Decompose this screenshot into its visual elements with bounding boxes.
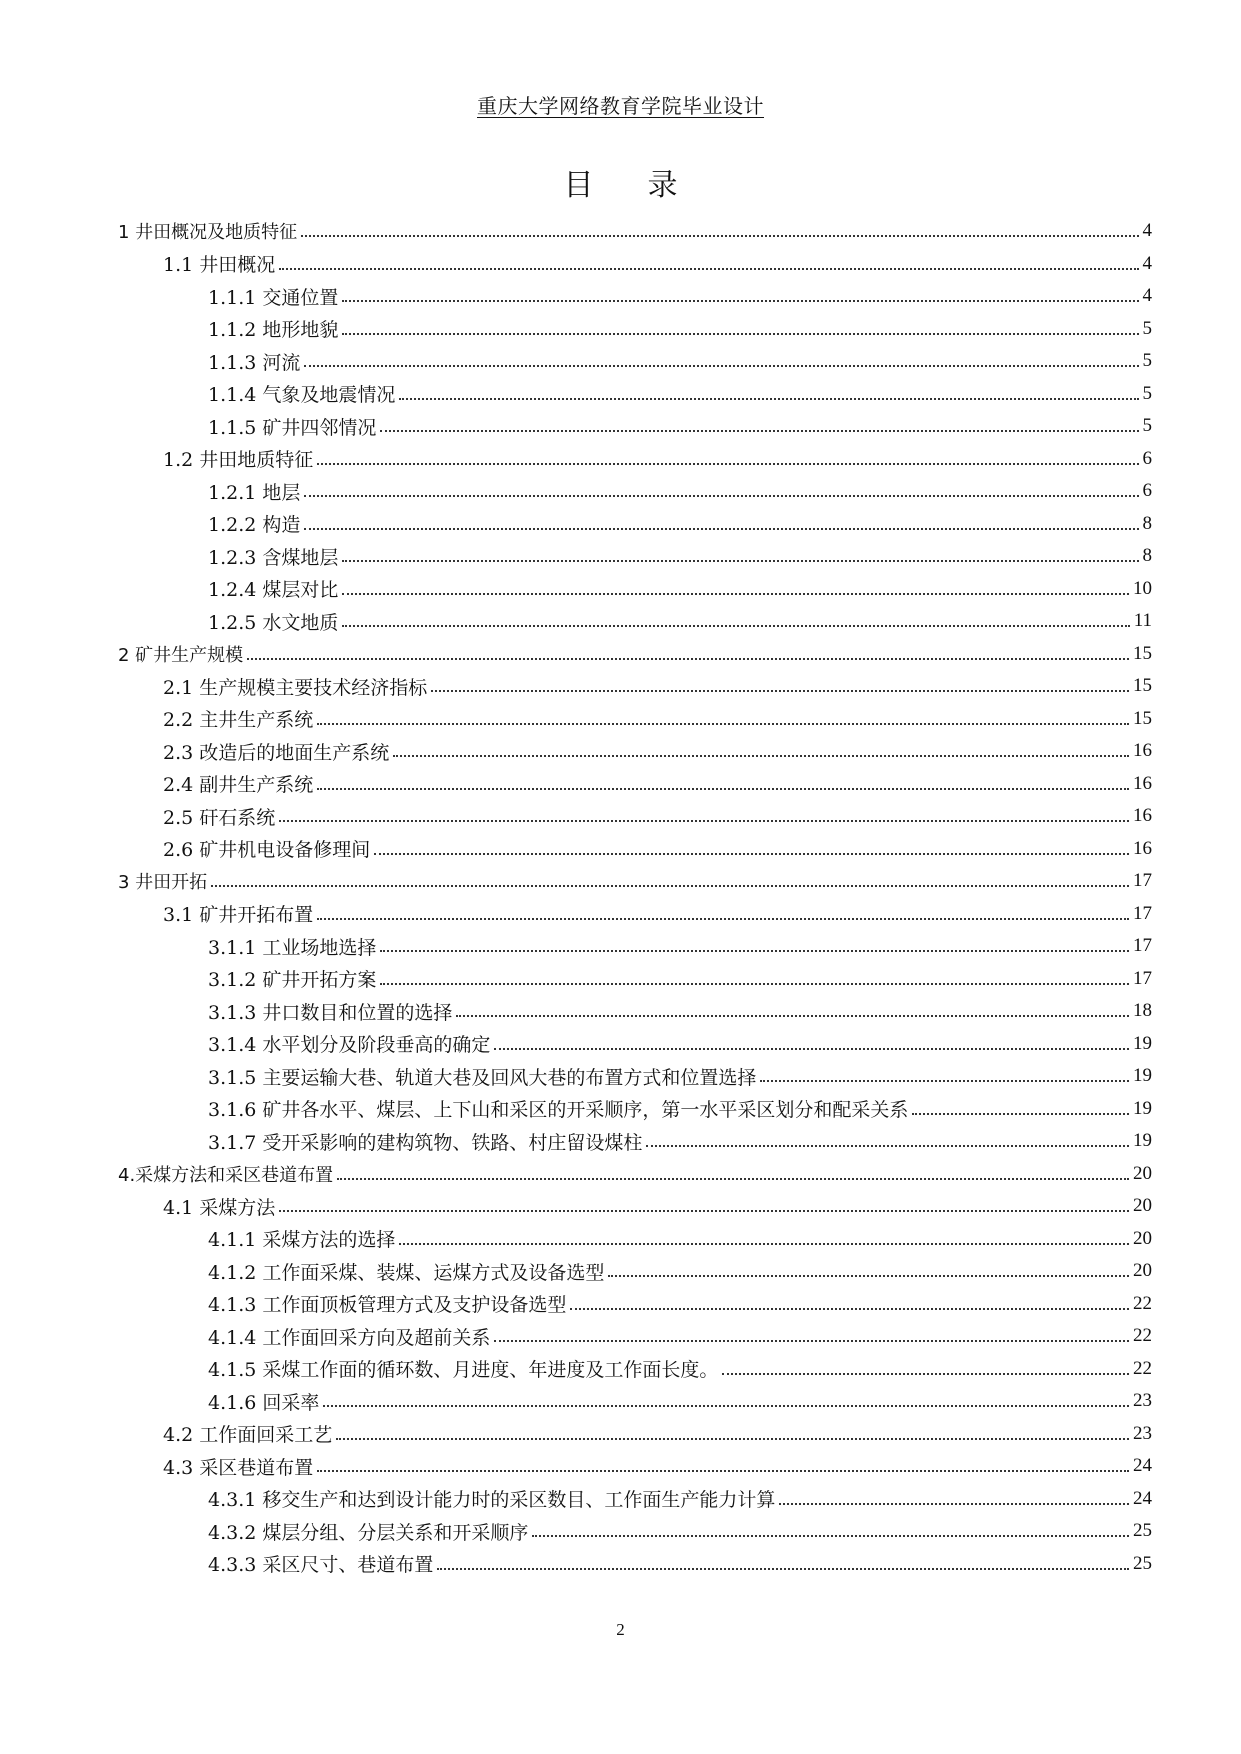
toc-entry-label: 1.1.1 交通位置 xyxy=(208,283,340,310)
toc-entry[interactable] xyxy=(118,1093,1152,1126)
toc-entry[interactable] xyxy=(118,1548,1152,1581)
toc-entry-page: 5 xyxy=(1142,350,1152,372)
toc-entry[interactable] xyxy=(118,1418,1152,1451)
toc-dot-leader xyxy=(779,1503,1129,1505)
toc-entry[interactable] xyxy=(118,443,1152,476)
toc-entry-label: 1 井田概况及地质特征 xyxy=(118,218,299,244)
toc-entry-page: 23 xyxy=(1133,1422,1152,1444)
toc-entry[interactable] xyxy=(118,865,1152,898)
toc-entry-label: 4.1.6 回采率 xyxy=(208,1388,321,1415)
toc-entry-page: 17 xyxy=(1133,967,1152,989)
toc-entry-label: 4.1.3 工作面顶板管理方式及支护设备选型 xyxy=(208,1290,568,1317)
toc-entry-page: 5 xyxy=(1142,415,1152,437)
toc-entry[interactable] xyxy=(118,508,1152,541)
toc-entry-page: 17 xyxy=(1133,902,1152,924)
toc-entry-page: 11 xyxy=(1133,610,1152,632)
toc-entry-label: 1.2.5 水文地质 xyxy=(208,608,340,635)
toc-dot-leader xyxy=(399,398,1138,400)
toc-dot-leader xyxy=(304,495,1138,497)
toc-dot-leader xyxy=(342,333,1138,335)
toc-entry-page: 23 xyxy=(1133,1390,1152,1412)
toc-dot-leader xyxy=(374,853,1129,855)
toc-entry-page: 19 xyxy=(1133,1032,1152,1054)
toc-entry-label: 1.2.3 含煤地层 xyxy=(208,543,340,570)
toc-entry-label: 2.5 矸石系统 xyxy=(163,803,277,830)
toc-entry-label: 3.1.7 受开采影响的建构筑物、铁路、村庄留设煤柱 xyxy=(208,1128,644,1155)
toc-dot-leader xyxy=(304,365,1138,367)
toc-dot-leader xyxy=(608,1275,1129,1277)
toc-entry-page: 4 xyxy=(1142,252,1152,274)
toc-dot-leader xyxy=(304,528,1138,530)
toc-entry[interactable] xyxy=(118,638,1152,671)
toc-entry-page: 17 xyxy=(1133,935,1152,957)
toc-entry-page: 8 xyxy=(1142,512,1152,534)
toc-entry-label: 1.2.4 煤层对比 xyxy=(208,575,340,602)
toc-entry-page: 19 xyxy=(1133,1065,1152,1087)
toc-dot-leader xyxy=(342,300,1138,302)
toc-entry-label: 4.3 采区巷道布置 xyxy=(163,1453,315,1480)
toc-dot-leader xyxy=(317,723,1129,725)
toc-entry-label: 1.1.5 矿井四邻情况 xyxy=(208,413,378,440)
toc-entry[interactable] xyxy=(118,1288,1152,1321)
toc-entry-label: 2.3 改造后的地面生产系统 xyxy=(163,738,391,765)
toc-entry-page: 20 xyxy=(1133,1162,1152,1184)
toc-entry-page: 20 xyxy=(1133,1195,1152,1217)
toc-entry-page: 15 xyxy=(1133,707,1152,729)
toc-dot-leader xyxy=(247,658,1129,660)
toc-entry[interactable] xyxy=(118,1320,1152,1353)
toc-entry[interactable] xyxy=(118,995,1152,1028)
toc-entry-label: 4.1.4 工作面回采方向及超前关系 xyxy=(208,1323,492,1350)
toc-dot-leader xyxy=(437,1568,1129,1570)
toc-dot-leader xyxy=(760,1080,1129,1082)
toc-dot-leader xyxy=(399,1243,1129,1245)
toc-dot-leader xyxy=(317,788,1129,790)
toc-dot-leader xyxy=(646,1145,1129,1147)
toc-dot-leader xyxy=(494,1048,1129,1050)
toc-entry[interactable] xyxy=(118,1385,1152,1418)
toc-entry[interactable] xyxy=(118,345,1152,378)
toc-entry-page: 24 xyxy=(1133,1487,1152,1509)
toc-dot-leader xyxy=(722,1373,1129,1375)
toc-entry-page: 25 xyxy=(1133,1520,1152,1542)
toc-dot-leader xyxy=(380,983,1129,985)
toc-entry-page: 22 xyxy=(1133,1292,1152,1314)
toc-entry-label: 1.1 井田概况 xyxy=(163,250,277,277)
toc-entry[interactable] xyxy=(118,280,1152,313)
toc-entry-label: 3.1.6 矿井各水平、煤层、上下山和采区的开采顺序，第一水平采区划分和配采关系 xyxy=(208,1095,910,1122)
toc-entry-page: 24 xyxy=(1133,1455,1152,1477)
toc-entry-label: 3.1.2 矿井开拓方案 xyxy=(208,965,378,992)
toc-entry[interactable] xyxy=(118,378,1152,411)
toc-dot-leader xyxy=(317,918,1129,920)
toc-entry[interactable] xyxy=(118,410,1152,443)
toc-entry-page: 16 xyxy=(1133,805,1152,827)
toc-dot-leader xyxy=(380,950,1129,952)
page-header-text: 重庆大学网络教育学院毕业设计 xyxy=(477,94,764,118)
toc-entry-page: 5 xyxy=(1142,382,1152,404)
toc-dot-leader xyxy=(532,1535,1129,1537)
toc-entry-page: 19 xyxy=(1133,1097,1152,1119)
toc-entry-page: 6 xyxy=(1142,447,1152,469)
toc-entry-label: 3.1 矿井开拓布置 xyxy=(163,900,315,927)
toc-entry-label: 3.1.1 工业场地选择 xyxy=(208,933,378,960)
toc-dot-leader xyxy=(494,1340,1129,1342)
toc-entry-label: 4.1.2 工作面采煤、装煤、运煤方式及设备选型 xyxy=(208,1258,606,1285)
toc-entry[interactable] xyxy=(118,1450,1152,1483)
page-header xyxy=(0,90,1241,119)
toc-dot-leader xyxy=(279,1210,1129,1212)
toc-dot-leader xyxy=(393,755,1129,757)
toc-entry-page: 22 xyxy=(1133,1357,1152,1379)
toc-dot-leader xyxy=(337,1178,1129,1180)
toc-dot-leader xyxy=(336,1438,1129,1440)
toc-entry-page: 17 xyxy=(1133,870,1152,892)
toc-entry-label: 1.2.2 构造 xyxy=(208,510,302,537)
toc-entry[interactable] xyxy=(118,735,1152,768)
toc-entry-label: 3.1.5 主要运输大巷、轨道大巷及回风大巷的布置方式和位置选择 xyxy=(208,1063,758,1090)
toc-entry-label: 4.3.1 移交生产和达到设计能力时的采区数目、工作面生产能力计算 xyxy=(208,1485,777,1512)
toc-title: 目录 xyxy=(563,168,732,203)
toc-entry-page: 18 xyxy=(1133,1000,1152,1022)
toc-entry[interactable] xyxy=(118,1515,1152,1548)
toc-dot-leader xyxy=(323,1405,1129,1407)
toc-entry[interactable] xyxy=(118,1223,1152,1256)
toc-entry-label: 2 矿井生产规模 xyxy=(118,641,245,667)
toc-entry[interactable] xyxy=(118,573,1152,606)
toc-entry-page: 16 xyxy=(1133,837,1152,859)
toc-entry-page: 19 xyxy=(1133,1130,1152,1152)
toc-entry-page: 20 xyxy=(1133,1260,1152,1282)
toc-entry-label: 4.2 工作面回采工艺 xyxy=(163,1420,334,1447)
toc-entry-page: 20 xyxy=(1133,1227,1152,1249)
toc-entry[interactable] xyxy=(118,768,1152,801)
toc-dot-leader xyxy=(301,235,1138,237)
table-of-contents xyxy=(118,215,1152,1580)
toc-dot-leader xyxy=(342,560,1138,562)
toc-dot-leader xyxy=(279,268,1138,270)
toc-dot-leader xyxy=(912,1113,1129,1115)
toc-entry[interactable] xyxy=(118,1060,1152,1093)
toc-entry-label: 2.4 副井生产系统 xyxy=(163,770,315,797)
toc-entry[interactable] xyxy=(118,313,1152,346)
toc-dot-leader xyxy=(342,625,1129,627)
toc-entry-label: 1.2.1 地层 xyxy=(208,478,302,505)
toc-entry-page: 25 xyxy=(1133,1552,1152,1574)
toc-entry[interactable] xyxy=(118,1028,1152,1061)
toc-entry-label: 1.1.4 气象及地震情况 xyxy=(208,380,397,407)
toc-entry-page: 6 xyxy=(1142,480,1152,502)
toc-entry-label: 3.1.3 井口数目和位置的选择 xyxy=(208,998,454,1025)
toc-entry-page: 4 xyxy=(1142,220,1152,242)
toc-entry-page: 15 xyxy=(1133,642,1152,664)
toc-entry[interactable] xyxy=(118,1483,1152,1516)
toc-entry[interactable] xyxy=(118,930,1152,963)
toc-entry[interactable] xyxy=(118,1158,1152,1191)
toc-entry-page: 16 xyxy=(1133,772,1152,794)
toc-entry[interactable] xyxy=(118,898,1152,931)
toc-entry-label: 1.2 井田地质特征 xyxy=(163,445,315,472)
toc-entry-label: 3.1.4 水平划分及阶段垂高的确定 xyxy=(208,1030,492,1057)
toc-entry-label: 1.1.3 河流 xyxy=(208,348,302,375)
toc-entry-label: 4.1 采煤方法 xyxy=(163,1193,277,1220)
toc-dot-leader xyxy=(431,690,1129,692)
toc-entry-label: 4.采煤方法和采区巷道布置 xyxy=(118,1161,335,1187)
toc-entry-label: 4.3.3 采区尺寸、巷道布置 xyxy=(208,1550,435,1577)
toc-entry[interactable] xyxy=(118,248,1152,281)
toc-entry-page: 4 xyxy=(1142,285,1152,307)
page-number: 2 xyxy=(616,1620,625,1639)
toc-dot-leader xyxy=(380,430,1138,432)
toc-entry[interactable] xyxy=(118,703,1152,736)
toc-dot-leader xyxy=(570,1308,1129,1310)
toc-entry-label: 4.1.1 采煤方法的选择 xyxy=(208,1225,397,1252)
toc-entry-label: 2.1 生产规模主要技术经济指标 xyxy=(163,673,429,700)
toc-entry[interactable] xyxy=(118,1353,1152,1386)
toc-entry[interactable] xyxy=(118,670,1152,703)
toc-entry-page: 5 xyxy=(1142,317,1152,339)
toc-entry[interactable] xyxy=(118,1190,1152,1223)
toc-dot-leader xyxy=(211,885,1129,887)
toc-entry-label: 2.6 矿井机电设备修理间 xyxy=(163,835,372,862)
toc-entry-label: 1.1.2 地形地貌 xyxy=(208,315,340,342)
toc-entry[interactable] xyxy=(118,605,1152,638)
toc-entry-page: 8 xyxy=(1142,545,1152,567)
toc-entry[interactable] xyxy=(118,215,1152,248)
toc-entry-page: 16 xyxy=(1133,740,1152,762)
toc-dot-leader xyxy=(317,463,1138,465)
toc-entry[interactable] xyxy=(118,963,1152,996)
toc-entry-label: 3 井田开拓 xyxy=(118,868,209,894)
toc-entry[interactable] xyxy=(118,475,1152,508)
toc-entry[interactable] xyxy=(118,833,1152,866)
toc-dot-leader xyxy=(456,1015,1129,1017)
toc-entry[interactable] xyxy=(118,1125,1152,1158)
toc-dot-leader xyxy=(342,593,1129,595)
toc-entry[interactable] xyxy=(118,540,1152,573)
toc-entry[interactable] xyxy=(118,800,1152,833)
toc-dot-leader xyxy=(317,1470,1129,1472)
toc-entry-label: 2.2 主井生产系统 xyxy=(163,705,315,732)
toc-entry-label: 4.3.2 煤层分组、分层关系和开采顺序 xyxy=(208,1518,530,1545)
toc-entry[interactable] xyxy=(118,1255,1152,1288)
toc-entry-page: 15 xyxy=(1133,675,1152,697)
toc-entry-label: 4.1.5 采煤工作面的循环数、月进度、年进度及工作面长度。 xyxy=(208,1355,720,1382)
toc-entry-page: 22 xyxy=(1133,1325,1152,1347)
toc-entry-page: 10 xyxy=(1133,577,1152,599)
toc-dot-leader xyxy=(279,820,1129,822)
